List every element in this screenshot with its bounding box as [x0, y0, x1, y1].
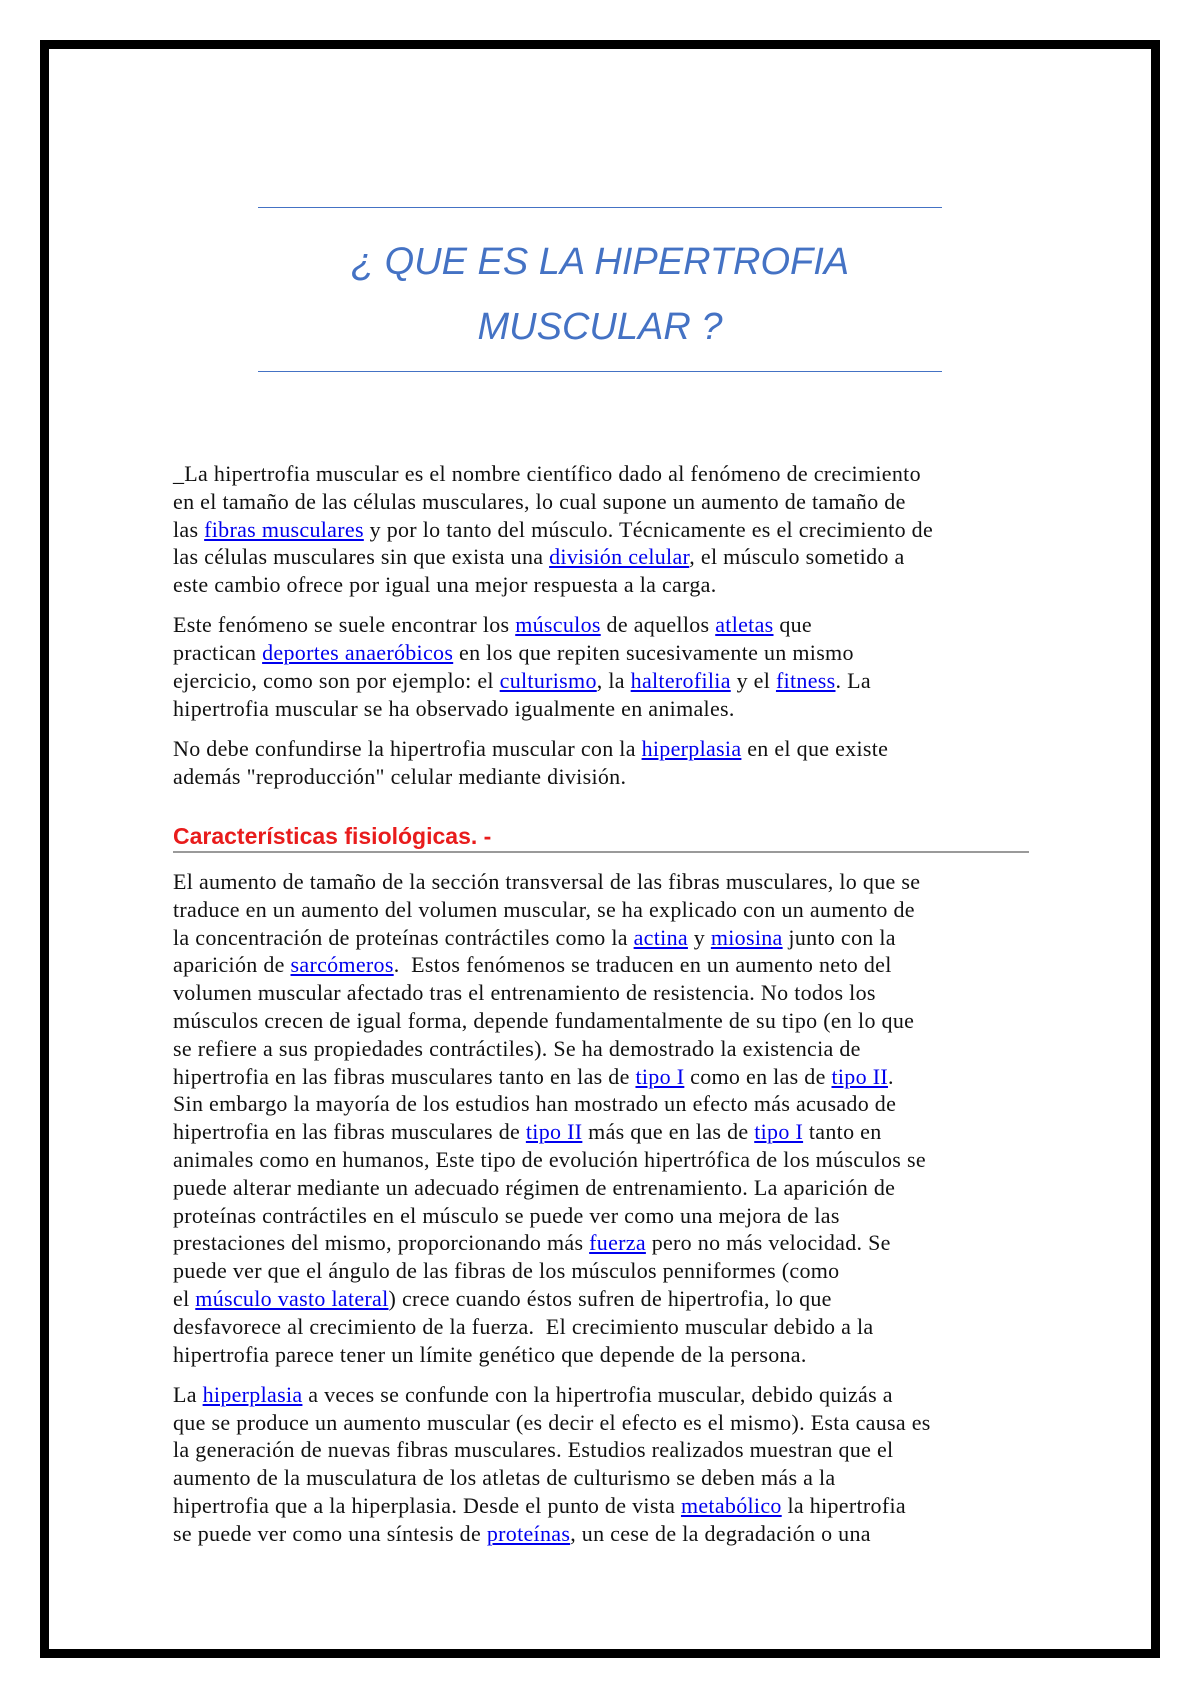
section-heading: Características fisiológicas. -: [173, 821, 1029, 853]
text-line: [173, 695, 1043, 723]
text-run: de aquellos: [600, 612, 716, 638]
link-musculos[interactable]: músculos: [515, 612, 601, 638]
text-run: . Estos fenómenos se traducen en un aumento neto del: [393, 952, 892, 978]
text-run: No debe confundirse la hipertrofia muscular con la: [173, 735, 642, 761]
text-run: que: [773, 612, 812, 638]
text-line: [173, 1007, 1043, 1035]
text-run: hipertrofia muscular se ha observado igualmente en animales.: [173, 695, 735, 721]
text-run: aumento de la musculatura de los atletas de culturismo se deben más a la: [173, 1465, 836, 1491]
text-run: este cambio ofrece por igual una mejor respuesta a la carga.: [173, 572, 717, 598]
text-run: volumen muscular afectado tras el entrenamiento de resistencia. No todos los: [173, 980, 876, 1006]
text-run: practican: [173, 640, 263, 666]
section-body-text: [173, 868, 1043, 1560]
text-run: la hipertrofia: [781, 1492, 906, 1518]
link-metabolico[interactable]: metabólico: [680, 1492, 782, 1518]
text-line: [173, 1174, 1043, 1202]
text-run: en el tamaño de las células musculares, lo cual supone un aumento de tamaño de: [173, 488, 906, 514]
text-line: [173, 571, 1043, 599]
text-line: [173, 1341, 1043, 1369]
link-culturismo[interactable]: culturismo: [499, 667, 597, 693]
paragraph: [173, 611, 1043, 722]
title-line: ¿ QUE ES LA HIPERTROFIA: [350, 241, 850, 283]
text-run: se puede ver como una síntesis de: [173, 1520, 487, 1546]
text-run: Sin embargo la mayoría de los estudios han mostrado un efecto más acusado de: [173, 1091, 897, 1117]
link-miosina[interactable]: miosina: [710, 924, 783, 950]
text-run: las células musculares sin que exista una: [173, 544, 550, 570]
text-run: . La: [835, 667, 871, 693]
text-line: [173, 1381, 1043, 1409]
paragraph: [173, 868, 1043, 1368]
text-line: [173, 1146, 1043, 1174]
text-run: la concentración de proteínas contráctiles como la: [173, 924, 634, 950]
text-line: [173, 1464, 1043, 1492]
document-title: [0, 230, 1200, 360]
text-line: [173, 924, 1043, 952]
text-line: [173, 763, 1043, 791]
link-fitness[interactable]: fitness: [775, 667, 836, 693]
text-run: que se produce un aumento muscular (es decir el efecto es el mismo). Esta causa es: [173, 1409, 931, 1435]
text-line: [173, 667, 1043, 695]
text-line: [173, 1118, 1043, 1146]
text-run: , un cese de la degradación o una: [570, 1520, 871, 1546]
text-run: y: [687, 924, 711, 950]
text-line: [173, 1229, 1043, 1257]
text-line: [173, 896, 1043, 924]
title-rule-bottom: [258, 371, 942, 372]
link-tipo-ii[interactable]: tipo II: [525, 1119, 583, 1145]
text-run: proteínas contráctiles en el músculo se puede ver como una mejora de las: [173, 1202, 840, 1228]
text-run: Este fenómeno se suele encontrar los: [173, 612, 516, 638]
link-proteinas[interactable]: proteínas: [486, 1520, 571, 1546]
intro-text: [173, 460, 1043, 803]
text-run: ) crece cuando éstos sufren de hipertrofia, lo que: [388, 1285, 832, 1311]
text-run: desfavorece al crecimiento de la fuerza. El crecimiento muscular debido a la: [173, 1313, 874, 1339]
paragraph: [173, 460, 1043, 599]
text-run: como en las de: [684, 1063, 832, 1089]
text-line: [173, 979, 1043, 1007]
text-line: [173, 488, 1043, 516]
text-run: aparición de: [173, 952, 291, 978]
text-line: [173, 1285, 1043, 1313]
text-run: en los que repiten sucesivamente un mismo: [453, 640, 854, 666]
text-line: [173, 1492, 1043, 1520]
link-tipo-i[interactable]: tipo I: [754, 1119, 804, 1145]
title-line: MUSCULAR ?: [477, 306, 723, 348]
text-run: prestaciones del mismo, proporcionando más: [173, 1230, 590, 1256]
text-line: [173, 516, 1043, 544]
text-run: el: [173, 1285, 196, 1311]
text-run: hipertrofia parece tener un límite genético que depende de la persona.: [173, 1341, 807, 1367]
text-run: hipertrofia en las fibras musculares tanto en las de: [173, 1063, 636, 1089]
text-run: más que en las de: [582, 1119, 755, 1145]
text-line: [173, 951, 1043, 979]
paragraph: [173, 735, 1043, 791]
text-run: a veces se confunde con la hipertrofia muscular, debido quizás a: [302, 1381, 893, 1407]
text-run: puede ver que el ángulo de las fibras de los músculos penniformes (como: [173, 1258, 840, 1284]
text-run: hipertrofia en las fibras musculares de: [173, 1119, 526, 1145]
link-tipo-ii[interactable]: tipo II: [831, 1063, 888, 1089]
link-division-celular[interactable]: división celular: [549, 544, 690, 570]
text-line: [173, 543, 1043, 571]
text-run: las: [173, 516, 205, 542]
text-line: [173, 1520, 1043, 1548]
text-run: puede alterar mediante un adecuado régimen de entrenamiento. La aparición de: [173, 1174, 896, 1200]
text-run: hipertrofia que a la hiperplasia. Desde el punto de vista: [173, 1492, 681, 1518]
text-line: [173, 460, 1043, 488]
text-line: [173, 1063, 1043, 1091]
link-atletas[interactable]: atletas: [715, 612, 774, 638]
text-run: se refiere a sus propiedades contráctiles). Se ha demostrado la existencia de: [173, 1035, 861, 1061]
text-run: tanto en: [803, 1119, 882, 1145]
text-run: en el que existe: [741, 735, 889, 761]
link-hiperplasia[interactable]: hiperplasia: [202, 1381, 303, 1407]
text-line: [173, 735, 1043, 763]
text-line: [173, 1409, 1043, 1437]
text-line: [173, 1035, 1043, 1063]
link-tipo-i[interactable]: tipo I: [635, 1063, 685, 1089]
text-run: traduce en un aumento del volumen muscular, se ha explicado con un aumento de: [173, 896, 915, 922]
text-line: [173, 1202, 1043, 1230]
text-run: y por lo tanto del músculo. Técnicamente es el crecimiento de: [363, 516, 934, 542]
text-run: músculos crecen de igual forma, depende fundamentalmente de su tipo (en lo que: [173, 1007, 915, 1033]
title-rule-top: [258, 207, 942, 208]
text-line: [173, 1313, 1043, 1341]
paragraph: [173, 1381, 1043, 1548]
text-run: junto con la: [782, 924, 896, 950]
text-run: animales como en humanos, Este tipo de evolución hipertrófica de los músculos se: [173, 1146, 926, 1172]
link-actina[interactable]: actina: [633, 924, 688, 950]
text-run: y el: [730, 667, 776, 693]
link-musculo-vasto-lateral[interactable]: músculo vasto lateral: [195, 1285, 389, 1311]
text-run: la generación de nuevas fibras musculares. Estudios realizados muestran que el: [173, 1437, 894, 1463]
text-run: _La hipertrofia muscular es el nombre científico dado al fenómeno de crecimiento: [173, 461, 921, 486]
text-line: [173, 868, 1043, 896]
link-halterofilia[interactable]: halterofilia: [630, 667, 731, 693]
text-run: , el músculo sometido a: [689, 544, 905, 570]
text-run: pero no más velocidad. Se: [645, 1230, 891, 1256]
link-deportes-anaerobicos[interactable]: deportes anaeróbicos: [262, 640, 454, 666]
text-line: [173, 1436, 1043, 1464]
text-run: La: [173, 1381, 203, 1407]
text-line: [173, 639, 1043, 667]
link-fibras-musculares[interactable]: fibras musculares: [204, 516, 364, 542]
link-hiperplasia[interactable]: hiperplasia: [641, 735, 742, 761]
link-sarcomeros[interactable]: sarcómeros: [290, 952, 394, 978]
text-line: [173, 1090, 1043, 1118]
text-run: , la: [596, 667, 631, 693]
link-fuerza[interactable]: fuerza: [589, 1230, 646, 1256]
text-run: ejercicio, como son por ejemplo: el: [173, 667, 500, 693]
text-run: El aumento de tamaño de la sección transversal de las fibras musculares, lo que se: [173, 869, 921, 894]
text-line: [173, 1257, 1043, 1285]
text-run: .: [887, 1063, 894, 1089]
text-run: además "reproducción" celular mediante división.: [173, 763, 627, 789]
text-line: [173, 611, 1043, 639]
